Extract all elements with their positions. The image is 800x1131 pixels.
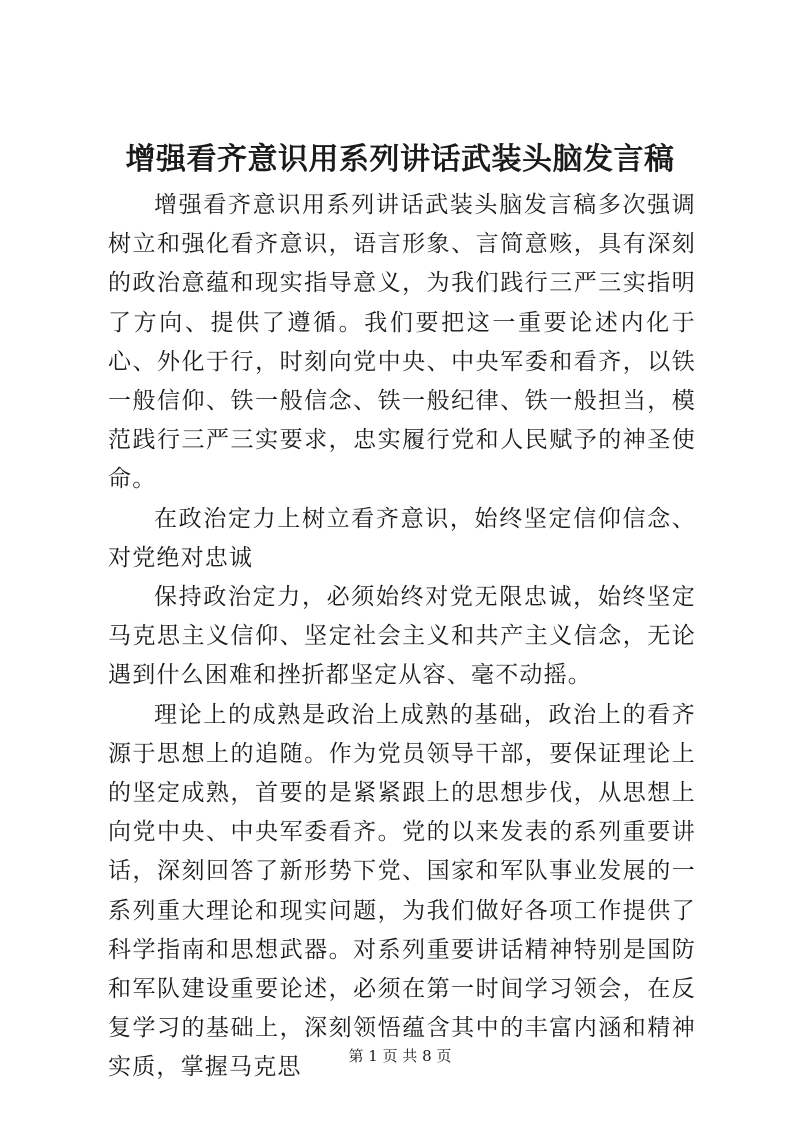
paragraph-theory-maturity: 理论上的成熟是政治上成熟的基础，政治上的看齐源于思想上的追随。作为党员领导干部，要保证理论上的坚定成熟，首要的是紧紧跟上的思想步伐，从思想上向党中央、中央军委看齐。党的以来发表的系列重要讲话，深刻回答了新形势下党、国家和军队事业发展的一系列重大理论和现实问题，为我们做好各项工作提供了科学指南和思想武器。对系列重要讲话精神特别是国防和军队建设重要论述，必须在第一时间学习领会，在反复学习的基础上，深刻领悟蕴含其中的丰富内涵和精神实质，掌握马克思 xyxy=(108,701,696,1081)
paragraph-political-resolve: 保持政治定力，必须始终对党无限忠诚，始终坚定马克思主义信仰、坚定社会主义和共产主义信念，无论遇到什么困难和挫折都坚定从容、毫不动摇。 xyxy=(108,584,696,689)
document-body xyxy=(108,186,696,1088)
page-footer xyxy=(0,1044,800,1068)
page-number-label: 第 1 页 共 8 页 xyxy=(348,1047,452,1065)
paragraph-intro: 增强看齐意识用系列讲话武装头脑发言稿多次强调树立和强化看齐意识，语言形象、言简意赅，具有深刻的政治意蕴和现实指导意义，为我们践行三严三实指明了方向、提供了遵循。我们要把这一重要论述内化于心、外化于行，时刻向党中央、中央军委和看齐，以铁一般信仰、铁一般信念、铁一般纪律、铁一般担当，模范践行三严三实要求，忠实履行党和人民赋予的神圣使命。 xyxy=(108,192,696,493)
paragraph-section-heading: 在政治定力上树立看齐意识，始终坚定信仰信念、对党绝对忠诚 xyxy=(108,505,696,571)
document-title: 增强看齐意识用系列讲话武装头脑发言稿 xyxy=(125,142,675,177)
